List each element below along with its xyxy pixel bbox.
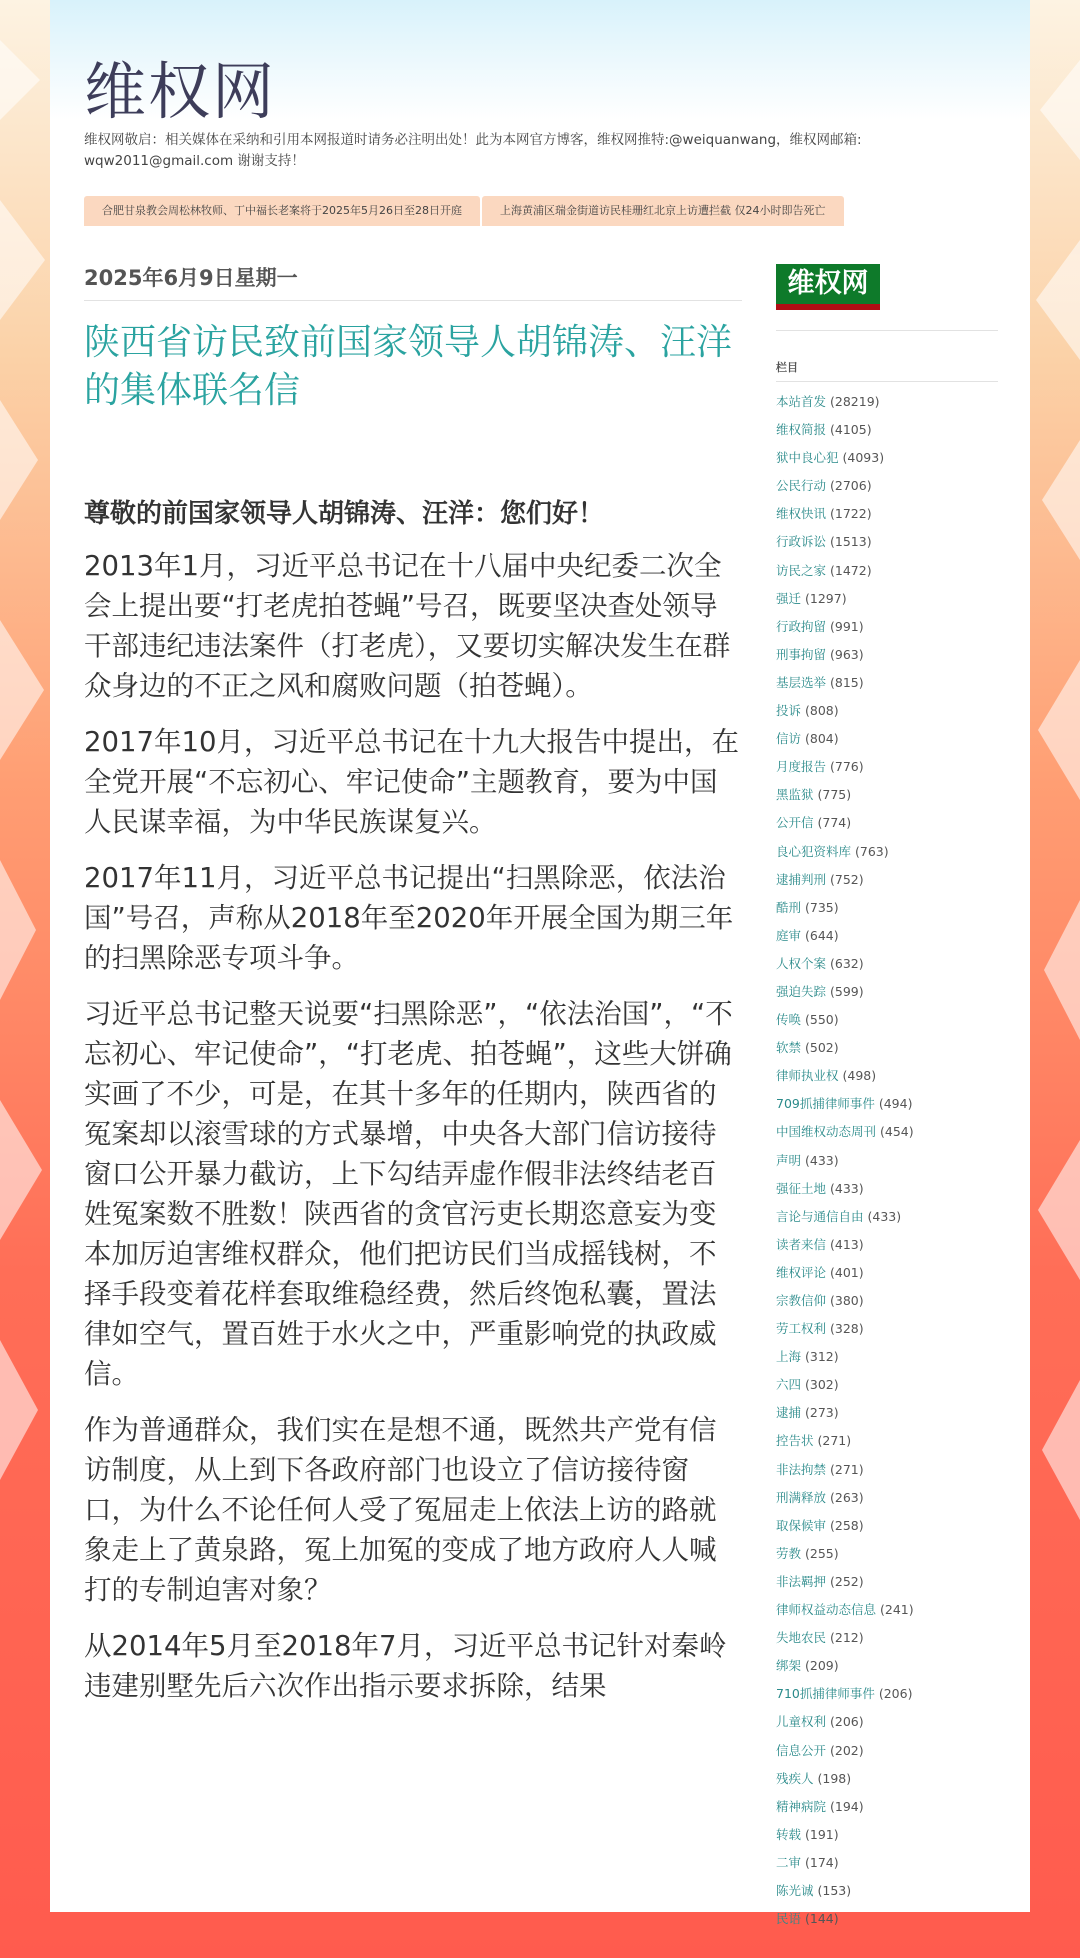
category-count: (255) xyxy=(805,1545,839,1561)
category-count: (804) xyxy=(805,731,839,747)
category-link[interactable]: 维权简报 xyxy=(776,422,827,438)
category-count: (302) xyxy=(805,1377,839,1393)
category-link[interactable]: 刑满释放 xyxy=(776,1489,827,1505)
category-link[interactable]: 投诉 xyxy=(776,703,802,719)
category-link[interactable]: 二审 xyxy=(776,1854,802,1870)
category-link[interactable]: 劳工权利 xyxy=(776,1321,827,1337)
category-link[interactable]: 月度报告 xyxy=(776,759,827,775)
category-count: (241) xyxy=(880,1602,914,1618)
category-link[interactable]: 六四 xyxy=(776,1377,802,1393)
category-link[interactable]: 控告状 xyxy=(776,1433,814,1449)
category-item xyxy=(776,950,998,978)
post-title[interactable]: 陕西省访民致前国家领导人胡锦涛、汪洋的集体联名信 xyxy=(84,322,733,411)
category-link[interactable]: 上海 xyxy=(776,1349,802,1365)
category-count: (599) xyxy=(830,983,864,999)
category-count: (380) xyxy=(830,1293,864,1308)
category-count: (258) xyxy=(830,1517,864,1533)
category-item xyxy=(776,472,998,500)
category-count: (735) xyxy=(805,899,839,915)
category-count: (401) xyxy=(830,1264,864,1280)
category-count: (991) xyxy=(830,618,864,634)
category-link[interactable]: 维权快讯 xyxy=(776,506,827,522)
category-item xyxy=(776,1118,998,1146)
category-item xyxy=(776,1034,998,1062)
category-count: (263) xyxy=(830,1489,864,1505)
paragraph: 从2014年5月至2018年7月，习近平总书记针对秦岭违建别墅先后六次作出指示要求拆除，结果 xyxy=(84,1630,727,1702)
category-count: (498) xyxy=(842,1068,877,1084)
category-link[interactable]: 人权个案 xyxy=(776,955,827,971)
category-count: (752) xyxy=(830,871,864,887)
category-count: (206) xyxy=(878,1686,913,1702)
paragraph: 习近平总书记整天说要“扫黑除恶”，“依法治国”，“不忘初心、牢记使命”，“打老虎、拍苍蝇”，这些大饼确实画了不少，可是，在其十多年的任期内，陕西省的冤案却以滚雪球的方式暴增，中央各大部门信访接待窗口公开暴力截访，上下勾结弄虚作假非法终结老百姓冤案数不胜数！陕西省的贪官污吏长期恣意妄为变本加厉迫害维权群众，他们把访民们当成摇钱树，不择手段变着花样套取维稳经费，然后终饱私囊，置法律如空气，置百姓于水火之中，严重影响党的执政威信。 xyxy=(84,998,733,1390)
category-link[interactable]: 行政拘留 xyxy=(776,618,827,634)
letter-greeting: 尊敬的前国家领导人胡锦涛、汪洋：您们好！ xyxy=(84,499,605,529)
category-link[interactable]: 传唤 xyxy=(776,1012,802,1028)
category-item xyxy=(776,1062,998,1090)
category-count: (271) xyxy=(817,1433,852,1449)
category-item xyxy=(776,1793,998,1821)
category-link[interactable]: 转载 xyxy=(776,1826,802,1842)
category-count: (413) xyxy=(830,1236,864,1252)
category-count: (271) xyxy=(830,1461,864,1477)
category-count: (144) xyxy=(805,1911,839,1927)
category-link[interactable]: 行政诉讼 xyxy=(776,534,827,550)
category-item xyxy=(776,1821,998,1849)
categories-heading: 栏目 xyxy=(776,359,998,382)
category-item xyxy=(776,1427,998,1455)
paragraph: 2013年1月，习近平总书记在十八届中央纪委二次全会上提出要“打老虎拍苍蝇”号召，既要坚决查处领导干部违纪违法案件（打老虎），又要切实解决发生在群众身边的不正之风和腐败问题（拍苍蝇）。 xyxy=(84,550,731,702)
category-item xyxy=(776,978,998,1006)
category-item xyxy=(776,725,998,753)
category-link[interactable]: 信访 xyxy=(776,731,802,747)
category-item xyxy=(776,1652,998,1680)
category-link[interactable]: 陈光诚 xyxy=(776,1882,814,1898)
paragraph: 2017年11月，习近平总书记提出“扫黑除恶，依法治国”号召，声称从2018年至2020年开展全国为期三年的扫黑除恶专项斗争。 xyxy=(84,862,734,974)
category-count: (1472) xyxy=(830,562,872,578)
category-link[interactable]: 非法拘禁 xyxy=(776,1461,827,1477)
category-count: (963) xyxy=(830,646,864,662)
category-item xyxy=(776,1905,998,1933)
category-link[interactable]: 庭审 xyxy=(776,927,802,943)
category-count: (198) xyxy=(817,1770,852,1786)
category-item xyxy=(776,1512,998,1540)
category-item xyxy=(776,922,998,950)
category-count: (194) xyxy=(830,1798,864,1814)
category-link[interactable]: 酷刑 xyxy=(776,899,802,915)
category-link[interactable]: 儿童权利 xyxy=(776,1714,827,1730)
category-item xyxy=(776,1399,998,1427)
category-count: (433) xyxy=(867,1208,902,1224)
category-count: (776) xyxy=(830,759,864,775)
category-count: (328) xyxy=(830,1321,864,1337)
category-count: (550) xyxy=(805,1012,839,1028)
category-item xyxy=(776,1568,998,1596)
category-count: (2706) xyxy=(830,478,872,494)
category-link[interactable]: 绑架 xyxy=(776,1658,802,1674)
category-item xyxy=(776,866,998,894)
category-link[interactable]: 律师执业权 xyxy=(776,1068,839,1084)
category-count: (1722) xyxy=(830,506,872,522)
category-item xyxy=(776,1540,998,1568)
sidebar xyxy=(776,264,998,1933)
category-item xyxy=(776,641,998,669)
category-item xyxy=(776,1849,998,1877)
category-item xyxy=(776,1147,998,1175)
category-item xyxy=(776,1371,998,1399)
category-count: (4105) xyxy=(830,422,872,438)
category-item xyxy=(776,894,998,922)
category-link[interactable]: 非法羁押 xyxy=(776,1573,827,1589)
category-count: (1297) xyxy=(805,590,847,606)
category-item xyxy=(776,1287,998,1315)
category-link[interactable]: 黑监狱 xyxy=(776,787,814,803)
tab-2[interactable]: 上海黄浦区瑞金街道访民桂珊红北京上访遭拦截 仅24小时即告死亡 xyxy=(482,196,844,226)
category-item xyxy=(776,1624,998,1652)
category-link[interactable]: 良心犯资料库 xyxy=(776,843,852,859)
category-item xyxy=(776,1343,998,1371)
category-link[interactable]: 本站首发 xyxy=(776,394,827,409)
category-item xyxy=(776,1680,998,1708)
category-link[interactable]: 强迁 xyxy=(776,590,802,606)
category-link[interactable]: 声明 xyxy=(776,1152,802,1168)
category-count: (174) xyxy=(805,1854,839,1870)
category-link[interactable]: 宗教信仰 xyxy=(776,1293,827,1308)
category-item xyxy=(776,416,998,444)
left-leaf-decoration xyxy=(0,0,50,1958)
category-item xyxy=(776,1231,998,1259)
category-link[interactable]: 劳教 xyxy=(776,1545,802,1561)
category-link[interactable]: 言论与通信自由 xyxy=(776,1208,864,1224)
category-link[interactable]: 精神病院 xyxy=(776,1798,827,1814)
category-link[interactable]: 709抓捕律师事件 xyxy=(776,1096,875,1112)
category-item xyxy=(776,1315,998,1343)
category-item xyxy=(776,669,998,697)
category-item xyxy=(776,838,998,866)
category-count: (775) xyxy=(817,787,852,803)
category-link[interactable]: 失地农民 xyxy=(776,1630,827,1646)
site-description: 维权网敬启：相关媒体在采纳和引用本网报道时请务必注明出处！此为本网官方博客，维权网推特:@weiquanwang，维权网邮箱: wqw2011@gmail.com 谢谢支持！ xyxy=(84,132,862,169)
site-title[interactable]: 维权网 xyxy=(84,55,277,128)
category-item xyxy=(776,585,998,613)
category-item xyxy=(776,1877,998,1905)
category-count: (191) xyxy=(805,1826,839,1842)
category-count: (774) xyxy=(817,815,852,831)
category-link[interactable]: 逮捕 xyxy=(776,1405,802,1421)
category-item xyxy=(776,1484,998,1512)
page-container xyxy=(50,0,1030,1927)
category-item xyxy=(776,557,998,585)
category-item xyxy=(776,753,998,781)
category-link[interactable]: 强迫失踪 xyxy=(776,983,827,999)
category-item xyxy=(776,1175,998,1203)
category-item xyxy=(776,781,998,809)
category-count: (454) xyxy=(880,1124,914,1140)
tab-1[interactable]: 合肥甘泉教会周松林牧师、丁中福长老案将于2025年5月26日至28日开庭 xyxy=(84,196,480,226)
category-count: (202) xyxy=(830,1742,864,1758)
category-link[interactable]: 律师权益动态信息 xyxy=(776,1602,877,1618)
category-count: (494) xyxy=(878,1096,913,1112)
sidebar-logo[interactable]: 维权网 xyxy=(776,264,880,310)
category-link[interactable]: 民语 xyxy=(776,1911,802,1927)
category-item xyxy=(776,809,998,837)
category-count: (206) xyxy=(830,1714,864,1730)
category-link[interactable]: 强征土地 xyxy=(776,1180,827,1196)
category-count: (28219) xyxy=(830,394,880,409)
category-link[interactable]: 公开信 xyxy=(776,815,814,831)
category-item xyxy=(776,1259,998,1287)
category-count: (209) xyxy=(805,1658,839,1674)
category-link[interactable]: 信息公开 xyxy=(776,1742,827,1758)
category-count: (815) xyxy=(830,674,864,690)
category-count: (153) xyxy=(817,1882,852,1898)
category-item xyxy=(776,697,998,725)
category-link[interactable]: 刑事拘留 xyxy=(776,646,827,662)
category-item xyxy=(776,1737,998,1765)
category-link[interactable]: 维权评论 xyxy=(776,1264,827,1280)
category-count: (312) xyxy=(805,1349,839,1365)
category-count: (252) xyxy=(830,1573,864,1589)
category-count: (502) xyxy=(805,1040,839,1056)
category-count: (433) xyxy=(805,1152,839,1168)
category-item xyxy=(776,528,998,556)
category-item xyxy=(776,388,998,416)
category-item xyxy=(776,1090,998,1118)
category-link[interactable]: 中国维权动态周刊 xyxy=(776,1124,877,1140)
category-link[interactable]: 公民行动 xyxy=(776,478,827,494)
paragraph: 作为普通群众，我们实在是想不通，既然共产党有信访制度，从上到下各政府部门也设立了信访接待窗口，为什么不论任何人受了冤屈走上依法上访的路就象走上了黄泉路，冤上加冤的变成了地方政府人人喊打的专制迫害对象？ xyxy=(84,1414,717,1606)
category-count: (644) xyxy=(805,927,839,943)
category-link[interactable]: 取保候审 xyxy=(776,1517,827,1533)
category-item xyxy=(776,1006,998,1034)
category-link[interactable]: 读者来信 xyxy=(776,1236,827,1252)
date-header: 2025年6月9日星期一 xyxy=(84,262,742,301)
category-link[interactable]: 残疾人 xyxy=(776,1770,814,1786)
category-count: (4093) xyxy=(842,450,885,466)
category-count: (763) xyxy=(855,843,889,859)
category-link[interactable]: 逮捕判刑 xyxy=(776,871,827,887)
category-link[interactable]: 访民之家 xyxy=(776,562,827,578)
category-count: (632) xyxy=(830,955,864,971)
category-list xyxy=(776,388,998,1933)
main-column xyxy=(84,256,742,1706)
category-item xyxy=(776,1596,998,1624)
category-count: (212) xyxy=(830,1630,864,1646)
category-link[interactable]: 710抓捕律师事件 xyxy=(776,1686,875,1702)
category-item xyxy=(776,500,998,528)
category-count: (808) xyxy=(805,703,839,719)
sidebar-divider xyxy=(776,330,998,331)
category-count: (273) xyxy=(805,1405,839,1421)
category-count: (433) xyxy=(830,1180,864,1196)
category-count: (1513) xyxy=(830,534,872,550)
category-item xyxy=(776,1765,998,1793)
category-item xyxy=(776,1456,998,1484)
category-item xyxy=(776,444,998,472)
category-item xyxy=(776,1708,998,1736)
top-tabs xyxy=(84,196,844,226)
category-item xyxy=(776,613,998,641)
category-link[interactable]: 基层选举 xyxy=(776,674,827,690)
category-item xyxy=(776,1203,998,1231)
category-link[interactable]: 狱中良心犯 xyxy=(776,450,839,466)
paragraph: 2017年10月，习近平总书记在十九大报告中提出，在全党开展“不忘初心、牢记使命”主题教育，要为中国人民谋幸福，为中华民族谋复兴。 xyxy=(84,726,739,838)
right-leaf-decoration xyxy=(1030,0,1080,1958)
category-link[interactable]: 软禁 xyxy=(776,1040,802,1056)
